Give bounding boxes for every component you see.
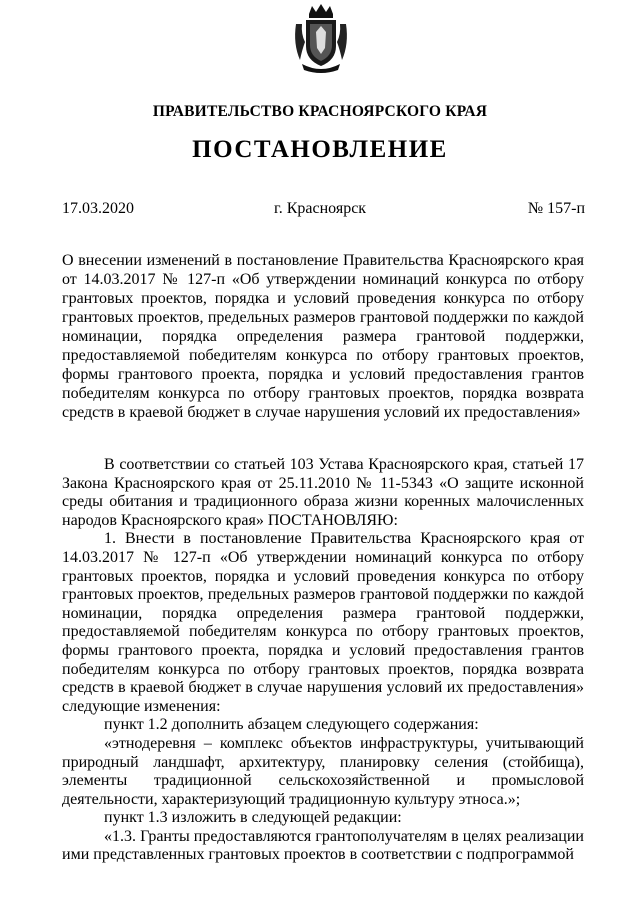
body-paragraph: 1. Внести в постановление Правительства Красноярского края от 14.03.2017 № 127-п «Об утверждении номинаций конкурса по отбору грантовых проектов, порядка и условий проведения конкурса по отбору грантовых проектов, предельных размеров грантовой поддержки по каждой номинации, порядка определения размера грантовой поддержки, предоставляемой победителям конкурса по отбору грантовых проектов, формы грантового проекта, порядка и условий предоставления грантов победителям конкурса по отбору грантовых проектов, порядка возврата средств в краевой бюджет в случае нарушения условий их предоставления» следующие изменения: <box>62 530 584 715</box>
document-title: О внесении изменений в постановление Правительства Красноярского края от 14.03.2017 № 127-п «Об утверждении номинаций конкурса по отбору грантовых проектов, порядка и условий проведения конкурса по отбору грантовых проектов, предельных размеров грантовой поддержки по каждой номинации, порядка определения размера грантовой поддержки, предоставляемой победителям конкурса по отбору грантовых проектов, формы грантового проекта, порядка и условий предоставления грантов победителям конкурса по отбору грантовых проектов, порядка возврата средств в краевой бюджет в случае нарушения условий их предоставления» <box>62 252 584 421</box>
document-city: г. Красноярск <box>273 200 367 217</box>
document-body <box>62 456 584 865</box>
document-date: 17.03.2020 <box>62 200 134 217</box>
body-paragraph: «1.3. Гранты предоставляются грантополучателям в целях реализации ими представленных грантовых проектов в соответствии с подпрограммой <box>62 827 584 864</box>
body-paragraph: пункт 1.3 изложить в следующей редакции: <box>104 809 402 827</box>
body-paragraph: В соответствии со статьей 103 Устава Красноярского края, статьей 17 Закона Красноярского края от 25.11.2010 № 11-5343 «О защите исконной среды обитания и традиционного образа жизни коренных малочисленных народов Красноярского края» ПОСТАНОВЛЯЮ: <box>62 456 584 529</box>
document-type: ПОСТАНОВЛЕНИЕ <box>192 136 448 163</box>
document-number: № 157-п <box>527 200 585 217</box>
coat-of-arms-icon <box>292 4 350 74</box>
organization-name: ПРАВИТЕЛЬСТВО КРАСНОЯРСКОГО КРАЯ <box>152 103 488 120</box>
body-paragraph: «этнодеревня – комплекс объектов инфраструктуры, учитывающий природный ландшафт, архитектуру, планировку селения (стойбища), элементы традиционной сельскохозяйственной и промысловой деятельности, характеризующий традиционную культуру этноса.»; <box>62 734 584 808</box>
body-paragraph: пункт 1.2 дополнить абзацем следующего содержания: <box>104 716 479 734</box>
